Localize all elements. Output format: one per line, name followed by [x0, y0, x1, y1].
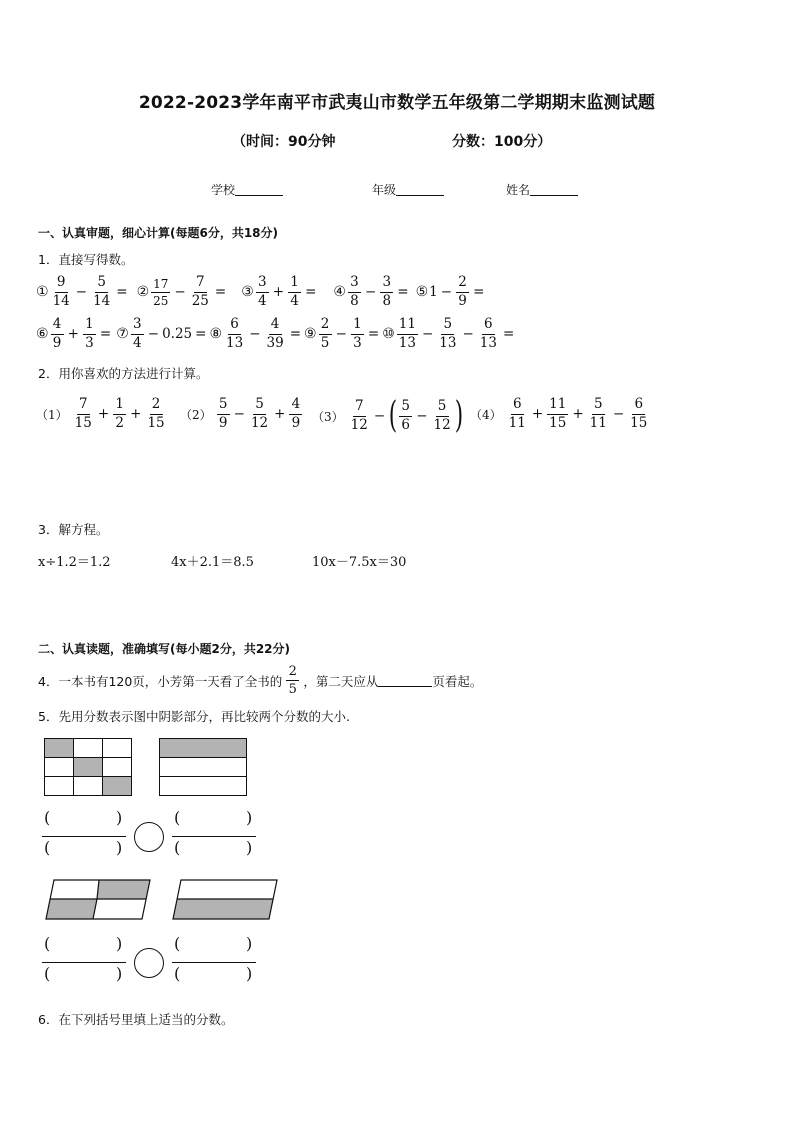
q1-row-1 [36, 276, 487, 308]
q1-item-6-no: ⑥ [36, 326, 49, 342]
operator: − [440, 284, 453, 300]
q4-pre: 4．一本书有120页，小芳第一天看了全书的 [38, 673, 283, 689]
fraction: $\frac{5}{12}$ [433, 398, 451, 433]
operator: − [335, 326, 347, 342]
fraction: $\frac{5}{11}$ [589, 396, 607, 431]
fraction-answer-box[interactable]: ( ) ( ) [40, 934, 128, 994]
equals: = [116, 284, 128, 300]
fraction: $\frac{4}{39}$ [266, 316, 284, 351]
q5-text: 5．先用分数表示图中阴影部分，再比较两个分数的大小. [38, 709, 350, 724]
q1-item-10-no: ⑩ [382, 326, 395, 342]
q4-end: 页看起。 [432, 673, 483, 689]
fraction: $\frac{1}{2}$ [113, 398, 126, 430]
fraction: $\frac{3}{4}$ [256, 276, 269, 308]
fraction: $\frac{2}{5}$ [286, 665, 299, 696]
fraction: $\frac{5}{6}$ [399, 400, 412, 432]
q2-text: 2．用你喜欢的方法进行计算。 [38, 366, 209, 381]
q4-answer-blank[interactable] [378, 674, 432, 687]
fraction-answer-box[interactable]: ( ) ( ) [40, 808, 128, 868]
strip-figure-right [159, 738, 247, 796]
q2-expr-4: （4） $\frac{6}{11}$ + $\frac{11}{15}$ + $\frac{5}{11}$ − $\frac{6}{15}$ [470, 396, 648, 431]
operator: − [75, 284, 88, 300]
score-label: 分数：100分） [452, 134, 552, 150]
equals: = [473, 284, 485, 300]
q2-expr-2: （2） $\frac{5}{9}$ − $\frac{5}{12}$ + $\frac{4}{9}$ [180, 398, 303, 430]
fraction: $\frac{6}{11}$ [508, 396, 526, 431]
equals: = [502, 326, 515, 342]
fraction: $\frac{7}{12}$ [350, 398, 368, 433]
fraction-answer-box[interactable]: ( ) ( ) [170, 808, 258, 868]
parallelogram-figure-right [171, 878, 279, 922]
q1-item-5-no: ⑤ [415, 284, 429, 300]
fraction: $\frac{7}{25}$ [191, 274, 209, 309]
fraction: $\frac{6}{13}$ [479, 316, 497, 351]
fraction: $\frac{3}{8}$ [348, 276, 361, 308]
q1-text: 1．直接写得数。 [38, 252, 134, 267]
operator: + [272, 284, 285, 300]
fraction: $\frac{4}{9}$ [51, 318, 64, 350]
fraction-answer-box[interactable]: ( ) ( ) [170, 934, 258, 994]
fraction: $\frac{2}{5}$ [319, 318, 332, 350]
shaded-part [46, 899, 97, 919]
shaded-cell [103, 777, 132, 796]
fraction: $\frac{3}{8}$ [380, 276, 393, 308]
operator: − [421, 326, 434, 342]
equation-2: 4x＋2.1＝8.5 [171, 555, 254, 570]
fraction: $\frac{6}{15}$ [630, 396, 648, 431]
school-blank[interactable] [235, 183, 283, 196]
name-label: 姓名 [506, 183, 531, 197]
fraction: $\frac{4}{9}$ [289, 398, 302, 430]
q3-text: 3．解方程。 [38, 522, 109, 537]
school-field [211, 181, 283, 198]
compare-circle[interactable] [134, 948, 164, 978]
q4-text [38, 665, 482, 696]
compare-circle[interactable] [134, 822, 164, 852]
fraction: $\frac{5}{12}$ [250, 396, 269, 431]
operator: + [67, 326, 79, 342]
parallelogram-figure-left [44, 878, 154, 922]
number: 1 [429, 284, 438, 300]
equals: = [214, 284, 227, 300]
q6-text: 6．在下列括号里填上适当的分数。 [38, 1012, 234, 1027]
section-1-heading: 一、认真审题，细心计算(每题6分，共18分) [38, 226, 279, 240]
expr-label: （2） [180, 407, 212, 422]
operator: − [147, 326, 160, 342]
fraction: $\frac{5}{13}$ [439, 316, 457, 351]
grade-field [372, 181, 444, 198]
q1-item-9-no: ⑨ [304, 326, 317, 342]
equals: = [305, 284, 317, 300]
equals: = [397, 284, 409, 300]
operator: − [364, 284, 377, 300]
fraction: $\frac{17}{25}$ [153, 276, 169, 308]
equals: = [289, 326, 301, 342]
fraction: $\frac{1}{3}$ [351, 318, 364, 350]
shaded-cell [74, 758, 103, 777]
fraction: $\frac{7}{15}$ [74, 396, 92, 431]
q1-item-4-no: ④ [333, 284, 346, 300]
operator: − [174, 284, 186, 300]
number: 0.25 [162, 326, 193, 342]
q1-item-2-no: ② [136, 284, 150, 300]
q1-row-2 [36, 318, 517, 350]
grid-figure-left [44, 738, 132, 796]
q1-item-3-no: ③ [241, 284, 254, 300]
operator: − [462, 326, 474, 342]
fraction: $\frac{11}{15}$ [549, 396, 567, 431]
school-label: 学校 [211, 183, 236, 197]
q2-expr-1: （1） $\frac{7}{15}$ + $\frac{1}{2}$ + $\frac{2}{15}$ [36, 396, 165, 431]
equals: = [195, 326, 207, 342]
fraction: $\frac{1}{4}$ [288, 276, 301, 308]
fraction: $\frac{11}{13}$ [398, 316, 416, 351]
equals: = [367, 326, 380, 342]
fraction: $\frac{9}{14}$ [52, 274, 70, 309]
name-field [506, 181, 578, 198]
shaded-row [160, 739, 247, 758]
page-title: 2022-2023学年南平市武夷山市数学五年级第二学期期末监测试题 [138, 93, 656, 113]
q1-item-8-no: ⑧ [209, 326, 222, 342]
shaded-cell [45, 739, 74, 758]
time-label: （时间：90分钟 [232, 134, 336, 150]
section-2-heading: 二、认真读题，准确填写(每小题2分，共22分) [38, 642, 291, 656]
name-blank[interactable] [530, 183, 578, 196]
fraction: $\frac{5}{14}$ [93, 274, 111, 309]
fraction: $\frac{2}{9}$ [456, 276, 469, 308]
q1-item-1-no: ① [36, 284, 49, 300]
fraction: $\frac{1}{3}$ [83, 318, 96, 350]
shaded-part [97, 880, 150, 899]
q2-expr-3: （3） $\frac{7}{12}$ − ( $\frac{5}{6}$ − $\frac{5}{12}$ ) [312, 395, 463, 436]
expr-label: （3） [312, 409, 344, 424]
equation-3: 10x－7.5x＝30 [312, 555, 407, 570]
expr-label: （4） [470, 407, 502, 422]
equation-1: x÷1.2＝1.2 [38, 555, 111, 570]
operator: − [249, 326, 261, 342]
fraction: $\frac{3}{4}$ [131, 318, 144, 350]
fraction: $\frac{6}{13}$ [226, 316, 244, 351]
grade-label: 年级 [372, 183, 397, 197]
fraction: $\frac{5}{9}$ [217, 398, 230, 430]
expr-label: （1） [36, 407, 68, 422]
grade-blank[interactable] [396, 183, 444, 196]
q4-post: ，第二天应从 [303, 673, 379, 689]
shaded-part [173, 899, 273, 919]
q1-item-7-no: ⑦ [116, 326, 129, 342]
fraction: $\frac{2}{15}$ [147, 396, 165, 431]
equals: = [99, 326, 112, 342]
